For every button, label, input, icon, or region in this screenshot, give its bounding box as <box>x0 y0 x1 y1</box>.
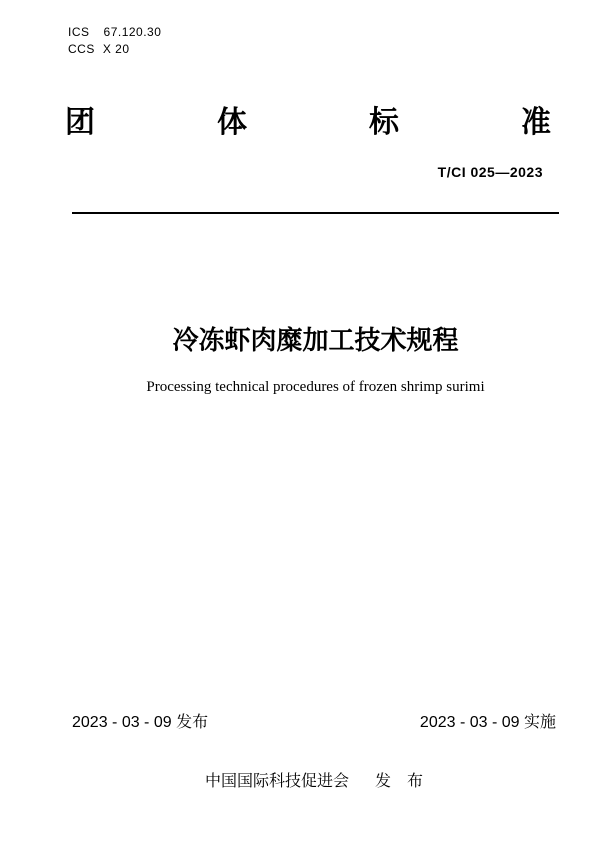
ccs-code-line <box>68 41 161 58</box>
publisher-name: 中国国际科技促进会 <box>204 773 349 790</box>
ics-label: ICS <box>68 25 90 39</box>
doc-type-char-1: 团 <box>65 106 95 139</box>
publish-label: 发 布 <box>375 773 424 790</box>
doc-type-char-4: 准 <box>521 106 551 139</box>
title-english: Processing technical procedures of frozen shrimp surimi <box>146 379 485 395</box>
implement-date: 2023 - 03 - 09 实施 <box>419 714 556 731</box>
ccs-label: CCS <box>68 42 95 56</box>
publisher-row <box>72 774 556 790</box>
ics-value: 67.120.30 <box>103 25 162 39</box>
classification-codes <box>68 24 161 58</box>
doc-type-char-3: 标 <box>369 106 399 139</box>
ics-code-line <box>68 24 161 41</box>
document-type-heading <box>65 108 551 138</box>
issue-date: 2023 - 03 - 09 发布 <box>72 714 209 731</box>
dates-row <box>72 715 556 731</box>
standard-number: T/CI 025—2023 <box>437 164 543 180</box>
doc-type-char-2: 体 <box>217 106 247 139</box>
ccs-value: X 20 <box>102 42 130 56</box>
title-chinese: 冷冻虾肉糜加工技术规程 <box>172 325 459 355</box>
header-rule <box>72 212 559 214</box>
